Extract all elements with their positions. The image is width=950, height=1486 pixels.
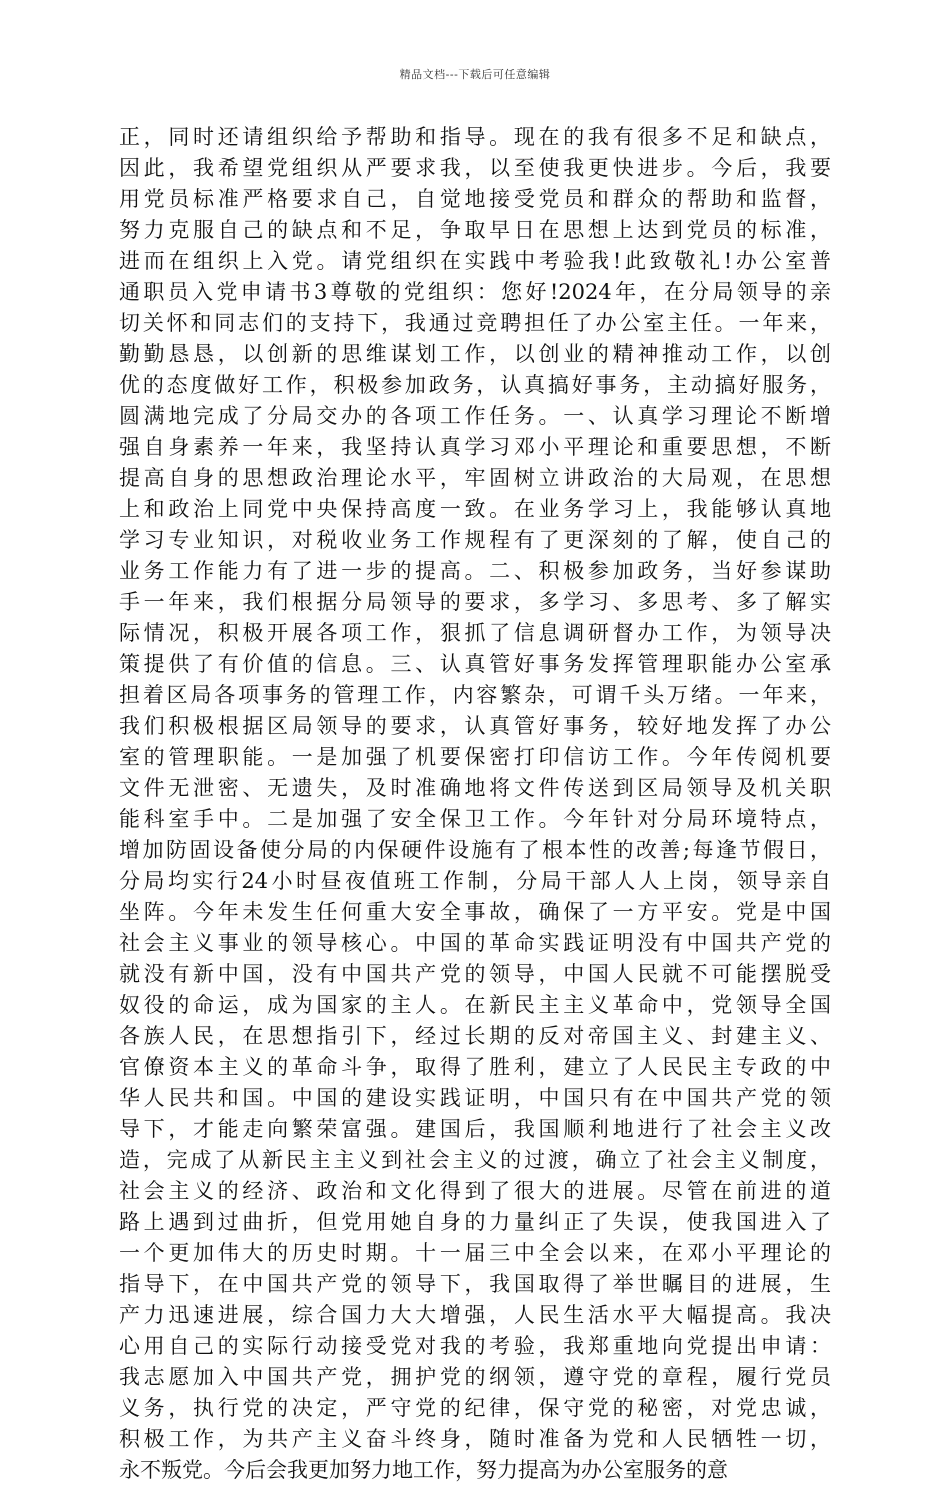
text-line: 强自身素养一年来，我坚持认真学习邓小平理论和重要思想，不断 [119, 435, 831, 459]
text-line: 正，同时还请组织给予帮助和指导。现在的我有很多不足和缺点， [119, 125, 831, 149]
page-header: 精品文档---下载后可任意编辑 [399, 68, 551, 81]
text-line: 策提供了有价值的信息。三、认真管好事务发挥管理职能办公室承 [119, 652, 831, 676]
text-line: 增加防固设备使分局的内保硬件设施有了根本性的改善;每逢节假日， [119, 838, 831, 862]
text-line: 产力迅速进展，综合国力大大增强，人民生活水平大幅提高。我决 [119, 1303, 831, 1327]
text-line: 社会主义事业的领导核心。中国的革命实践证明没有中国共产党的 [119, 931, 831, 955]
text-line: 坐阵。今年未发生任何重大安全事故，确保了一方平安。党是中国 [119, 900, 831, 924]
text-line: 造，完成了从新民主主义到社会主义的过渡，确立了社会主义制度， [119, 1148, 831, 1172]
text-line: 路上遇到过曲折，但党用她自身的力量纠正了失误，使我国进入了 [119, 1210, 831, 1234]
text-line: 提高自身的思想政治理论水平，牢固树立讲政治的大局观，在思想 [119, 466, 831, 490]
text-line: 我们积极根据区局领导的要求，认真管好事务，较好地发挥了办公 [119, 714, 831, 738]
text-line: 永不叛党。今后会我更加努力地工作，努力提高为办公室服务的意 [119, 1458, 728, 1482]
text-line: 通职员入党申请书3尊敬的党组织：您好!2024年，在分局领导的亲 [119, 280, 831, 304]
text-line: 积极工作，为共产主义奋斗终身，随时准备为党和人民牺牲一切， [119, 1427, 831, 1451]
text-line: 室的管理职能。一是加强了机要保密打印信访工作。今年传阅机要 [119, 745, 831, 769]
text-line: 指导下，在中国共产党的领导下，我国取得了举世瞩目的进展，生 [119, 1272, 831, 1296]
text-line: 各族人民，在思想指引下，经过长期的反对帝国主义、封建主义、 [119, 1024, 831, 1048]
text-line: 业务工作能力有了进一步的提高。二、积极参加政务，当好参谋助 [119, 559, 831, 583]
text-line: 切关怀和同志们的支持下，我通过竞聘担任了办公室主任。一年来， [119, 311, 831, 335]
text-line: 优的态度做好工作，积极参加政务，认真搞好事务，主动搞好服务， [119, 373, 831, 397]
text-line: 勤勤恳恳，以创新的思维谋划工作，以创业的精神推动工作，以创 [119, 342, 831, 366]
text-line: 进而在组织上入党。请党组织在实践中考验我!此致敬礼!办公室普 [119, 249, 831, 273]
text-line: 导下，才能走向繁荣富强。建国后，我国顺利地进行了社会主义改 [119, 1117, 831, 1141]
text-line: 圆满地完成了分局交办的各项工作任务。一、认真学习理论不断增 [119, 404, 831, 428]
text-line: 分局均实行24小时昼夜值班工作制，分局干部人人上岗，领导亲自 [119, 869, 831, 893]
text-line: 一个更加伟大的历史时期。十一届三中全会以来，在邓小平理论的 [119, 1241, 831, 1265]
text-line: 际情况，积极开展各项工作，狠抓了信息调研督办工作，为领导决 [119, 621, 831, 645]
text-line: 上和政治上同党中央保持高度一致。在业务学习上，我能够认真地 [119, 497, 831, 521]
text-line: 奴役的命运，成为国家的主人。在新民主主义革命中，党领导全国 [119, 993, 831, 1017]
text-line: 手一年来，我们根据分局领导的要求，多学习、多思考、多了解实 [119, 590, 831, 614]
text-line: 就没有新中国，没有中国共产党的领导，中国人民就不可能摆脱受 [119, 962, 831, 986]
text-line: 因此，我希望党组织从严要求我，以至使我更快进步。今后，我要 [119, 156, 831, 180]
text-line: 用党员标准严格要求自己，自觉地接受党员和群众的帮助和监督， [119, 187, 831, 211]
text-line: 努力克服自己的缺点和不足，争取早日在思想上达到党员的标准， [119, 218, 831, 242]
text-line: 学习专业知识，对税收业务工作规程有了更深刻的了解，使自己的 [119, 528, 831, 552]
text-line: 能科室手中。二是加强了安全保卫工作。今年针对分局环境特点， [119, 807, 831, 831]
text-line: 官僚资本主义的革命斗争，取得了胜利，建立了人民民主专政的中 [119, 1055, 831, 1079]
text-line: 担着区局各项事务的管理工作，内容繁杂，可谓千头万绪。一年来， [119, 683, 831, 707]
text-line: 心用自己的实际行动接受党对我的考验，我郑重地向党提出申请： [119, 1334, 831, 1358]
text-line: 文件无泄密、无遗失，及时准确地将文件传送到区局领导及机关职 [119, 776, 831, 800]
text-line: 我志愿加入中国共产党，拥护党的纲领，遵守党的章程，履行党员 [119, 1365, 831, 1389]
text-line: 社会主义的经济、政治和文化得到了很大的进展。尽管在前进的道 [119, 1179, 831, 1203]
body-text [119, 122, 831, 1486]
text-line: 义务，执行党的决定，严守党的纪律，保守党的秘密，对党忠诚， [119, 1396, 831, 1420]
text-line: 华人民共和国。中国的建设实践证明，中国只有在中国共产党的领 [119, 1086, 831, 1110]
